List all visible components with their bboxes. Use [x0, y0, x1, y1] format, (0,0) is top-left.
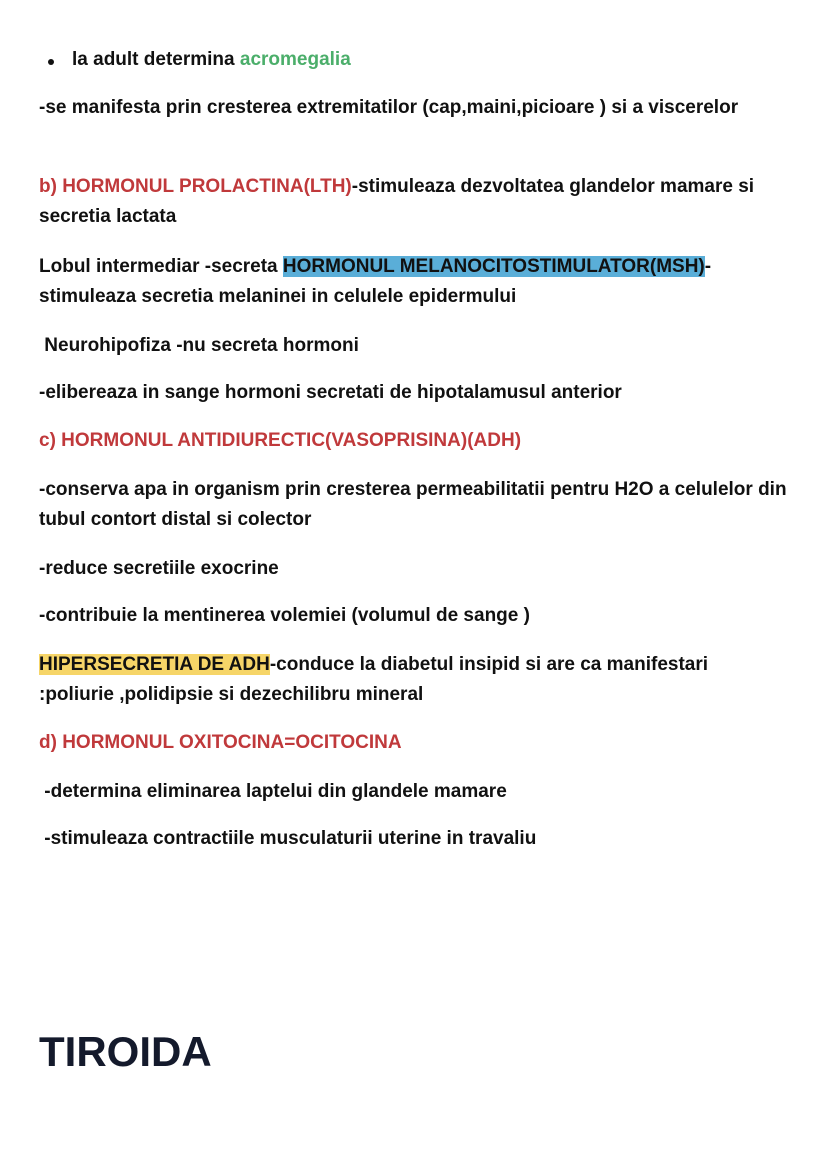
bullet-text: la adult determina: [72, 49, 240, 70]
paragraph-manifesta: -se manifesta prin cresterea extremitatilor (cap,maini,picioare ) si a viscerelor: [39, 97, 739, 118]
paragraph-elibereaza: -elibereaza in sange hormoni secretati de hipotalamusul anterior: [39, 382, 622, 403]
hipersecretia-text: -conduce la diabetul insipid si are ca manifestari :poliurie ,polidipsie si dezechilibru mineral: [39, 654, 709, 705]
acromegalia-term: acromegalia: [239, 49, 351, 70]
prolactina-text: -stimuleaza dezvoltatea glandelor mamare si secretia lactata: [39, 176, 755, 227]
prolactina-heading: b) HORMONUL PROLACTINA(LTH): [39, 176, 352, 197]
paragraph-conserva: -conserva apa in organism prin cresterea permeabilitatii pentru H2O a celulelor din tubul contort distal si colector: [39, 479, 787, 530]
paragraph-volemie: -contribuie la mentinerea volemiei (volumul de sange ): [39, 605, 530, 626]
bullet-icon: [48, 59, 54, 65]
section-title: TIROIDA: [39, 1028, 212, 1075]
paragraph-lobul-intermediar: [39, 252, 788, 312]
paragraph-hipersecretia: [39, 650, 788, 710]
paragraph-contractii: -stimuleaza contractiile musculaturii uterine in travaliu: [39, 828, 537, 849]
bullet-line: [72, 45, 788, 75]
paragraph-lapte: -determina eliminarea laptelui din glandele mamare: [39, 781, 507, 802]
adh-heading: c) HORMONUL ANTIDIURECTIC(VASOPRISINA)(ADH): [39, 430, 522, 451]
lobul-text: Lobul intermediar -secreta: [39, 256, 283, 277]
oxitocina-heading: d) HORMONUL OXITOCINA=OCITOCINA: [39, 732, 402, 753]
hipersecretia-highlight: HIPERSECRETIA DE ADH: [39, 654, 270, 675]
paragraph-neurohipofiza: Neurohipofiza -nu secreta hormoni: [39, 335, 359, 356]
paragraph-reduce: -reduce secretiile exocrine: [39, 558, 279, 579]
msh-text: -stimuleaza secretia melaninei in celulele epidermului: [39, 256, 712, 307]
msh-highlight: HORMONUL MELANOCITOSTIMULATOR(MSH): [282, 256, 705, 277]
paragraph-prolactina: [39, 172, 788, 232]
